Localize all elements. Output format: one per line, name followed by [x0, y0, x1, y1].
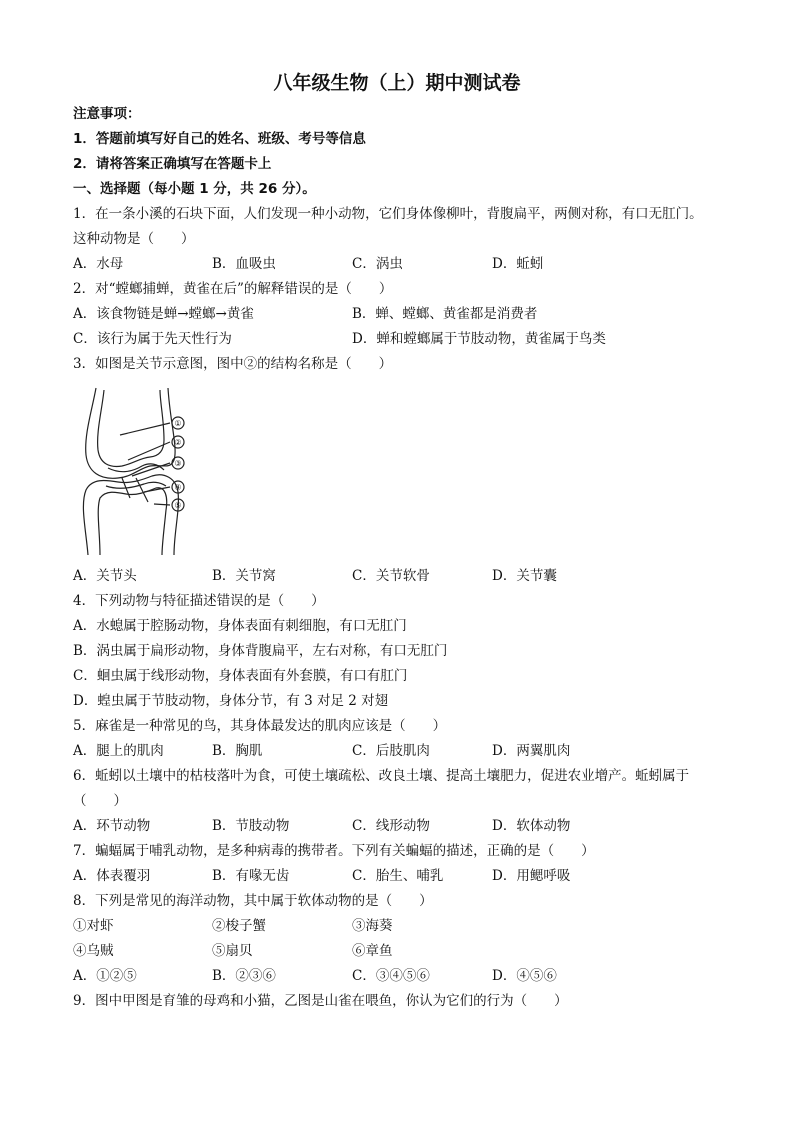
option-d: D．两翼肌肉 [492, 743, 571, 759]
option-d: D．用鳃呼吸 [492, 868, 571, 884]
option-a: A．环节动物 [73, 818, 151, 834]
list-item: ②梭子蟹 [212, 918, 266, 934]
joint-diagram [70, 380, 200, 560]
option-c: C．蛔虫属于线形动物，身体表面有外套膜，有口有肛门 [73, 668, 408, 684]
notice-item: 1．答题前填写好自己的姓名、班级、考号等信息 [73, 131, 366, 147]
question-stem: 5．麻雀是一种常见的鸟，其身体最发达的肌肉应该是（ ） [73, 718, 447, 734]
option-a: A．关节头 [73, 568, 137, 584]
leader-line [154, 504, 170, 505]
option-b: B．关节窝 [212, 568, 276, 584]
option-d: D．软体动物 [492, 818, 571, 834]
lower-bone-inner [98, 488, 166, 555]
list-item: ③海葵 [352, 918, 393, 934]
list-item: ①对虾 [73, 918, 114, 934]
joint-diagram-svg [70, 380, 200, 560]
option-b: B．节肢动物 [212, 818, 290, 834]
option-a: A．该食物链是蝉→螳螂→黄雀 [73, 306, 254, 322]
question-stem: （ ） [73, 793, 127, 809]
option-b: B．胸肌 [212, 743, 263, 759]
question-stem: 4．下列动物与特征描述错误的是（ ） [73, 593, 325, 609]
option-a: A．水螅属于腔肠动物，身体表面有刺细胞，有口无肛门 [73, 618, 407, 634]
option-d: D．蚯蚓 [492, 256, 544, 272]
upper-bone-inner [98, 390, 164, 466]
page-title: 八年级生物（上）期中测试卷 [273, 72, 521, 94]
question-stem: 9．图中甲图是育雏的母鸡和小猫，乙图是山雀在喂鱼，你认为它们的行为（ ） [73, 993, 568, 1009]
leader-line [120, 423, 170, 435]
option-d: D．④⑤⑥ [492, 968, 557, 984]
option-a: A．腿上的肌肉 [73, 743, 164, 759]
question-stem: 这种动物是（ ） [73, 231, 195, 247]
option-c: C．关节软骨 [352, 568, 430, 584]
option-b: B．蝉、螳螂、黄雀都是消费者 [352, 306, 538, 322]
option-b: B．②③⑥ [212, 968, 276, 984]
question-stem: 8．下列是常见的海洋动物，其中属于软体动物的是（ ） [73, 893, 433, 909]
option-b: B．血吸虫 [212, 256, 276, 272]
list-item: ⑥章鱼 [352, 943, 393, 959]
option-c: C．后肢肌肉 [352, 743, 430, 759]
option-c: C．胎生、哺乳 [352, 868, 444, 884]
option-c: C．③④⑤⑥ [352, 968, 430, 984]
option-c: C．涡虫 [352, 256, 403, 272]
option-c: C．该行为属于先天性行为 [73, 331, 232, 347]
upper-bone [86, 388, 175, 478]
option-a: A．体表覆羽 [73, 868, 151, 884]
list-item: ④乌贼 [73, 943, 114, 959]
question-stem: 3．如图是关节示意图，图中②的结构名称是（ ） [73, 356, 393, 372]
figure-label: ③ [174, 459, 182, 468]
figure-label: ⑤ [174, 501, 182, 510]
question-stem: 7．蝙蝠属于哺乳动物，是多种病毒的携带者。下列有关蝙蝠的描述，正确的是（ ） [73, 843, 595, 859]
question-stem: 6．蚯蚓以土壤中的枯枝落叶为食，可使土壤疏松、改良土壤、提高土壤肥力，促进农业增产。蚯蚓属于 [73, 768, 690, 784]
option-a: A．①②⑤ [73, 968, 137, 984]
option-a: A．水母 [73, 256, 124, 272]
notice-heading: 注意事项： [73, 106, 141, 122]
question-stem: 1．在一条小溪的石块下面，人们发现一种小动物，它们身体像柳叶，背腹扁平，两侧对称，有口无肛门。 [73, 206, 703, 222]
option-d: D．蝗虫属于节肢动物，身体分节，有 3 对足 2 对翅 [73, 693, 389, 709]
option-b: B．有喙无齿 [212, 868, 290, 884]
option-d: D．关节囊 [492, 568, 557, 584]
notice-item: 2．请将答案正确填写在答题卡上 [73, 156, 272, 172]
option-b: B．涡虫属于扁形动物，身体背腹扁平，左右对称，有口无肛门 [73, 643, 448, 659]
list-item: ⑤扇贝 [212, 943, 253, 959]
question-stem: 2．对“螳螂捕蝉，黄雀在后”的解释错误的是（ ） [73, 281, 393, 297]
figure-label: ① [174, 419, 182, 428]
option-d: D．蝉和螳螂属于节肢动物，黄雀属于鸟类 [352, 331, 606, 347]
section-heading: 一、选择题（每小题 1 分，共 26 分）。 [73, 181, 316, 197]
figure-label: ② [174, 438, 182, 447]
figure-label: ④ [174, 483, 182, 492]
option-c: C．线形动物 [352, 818, 430, 834]
